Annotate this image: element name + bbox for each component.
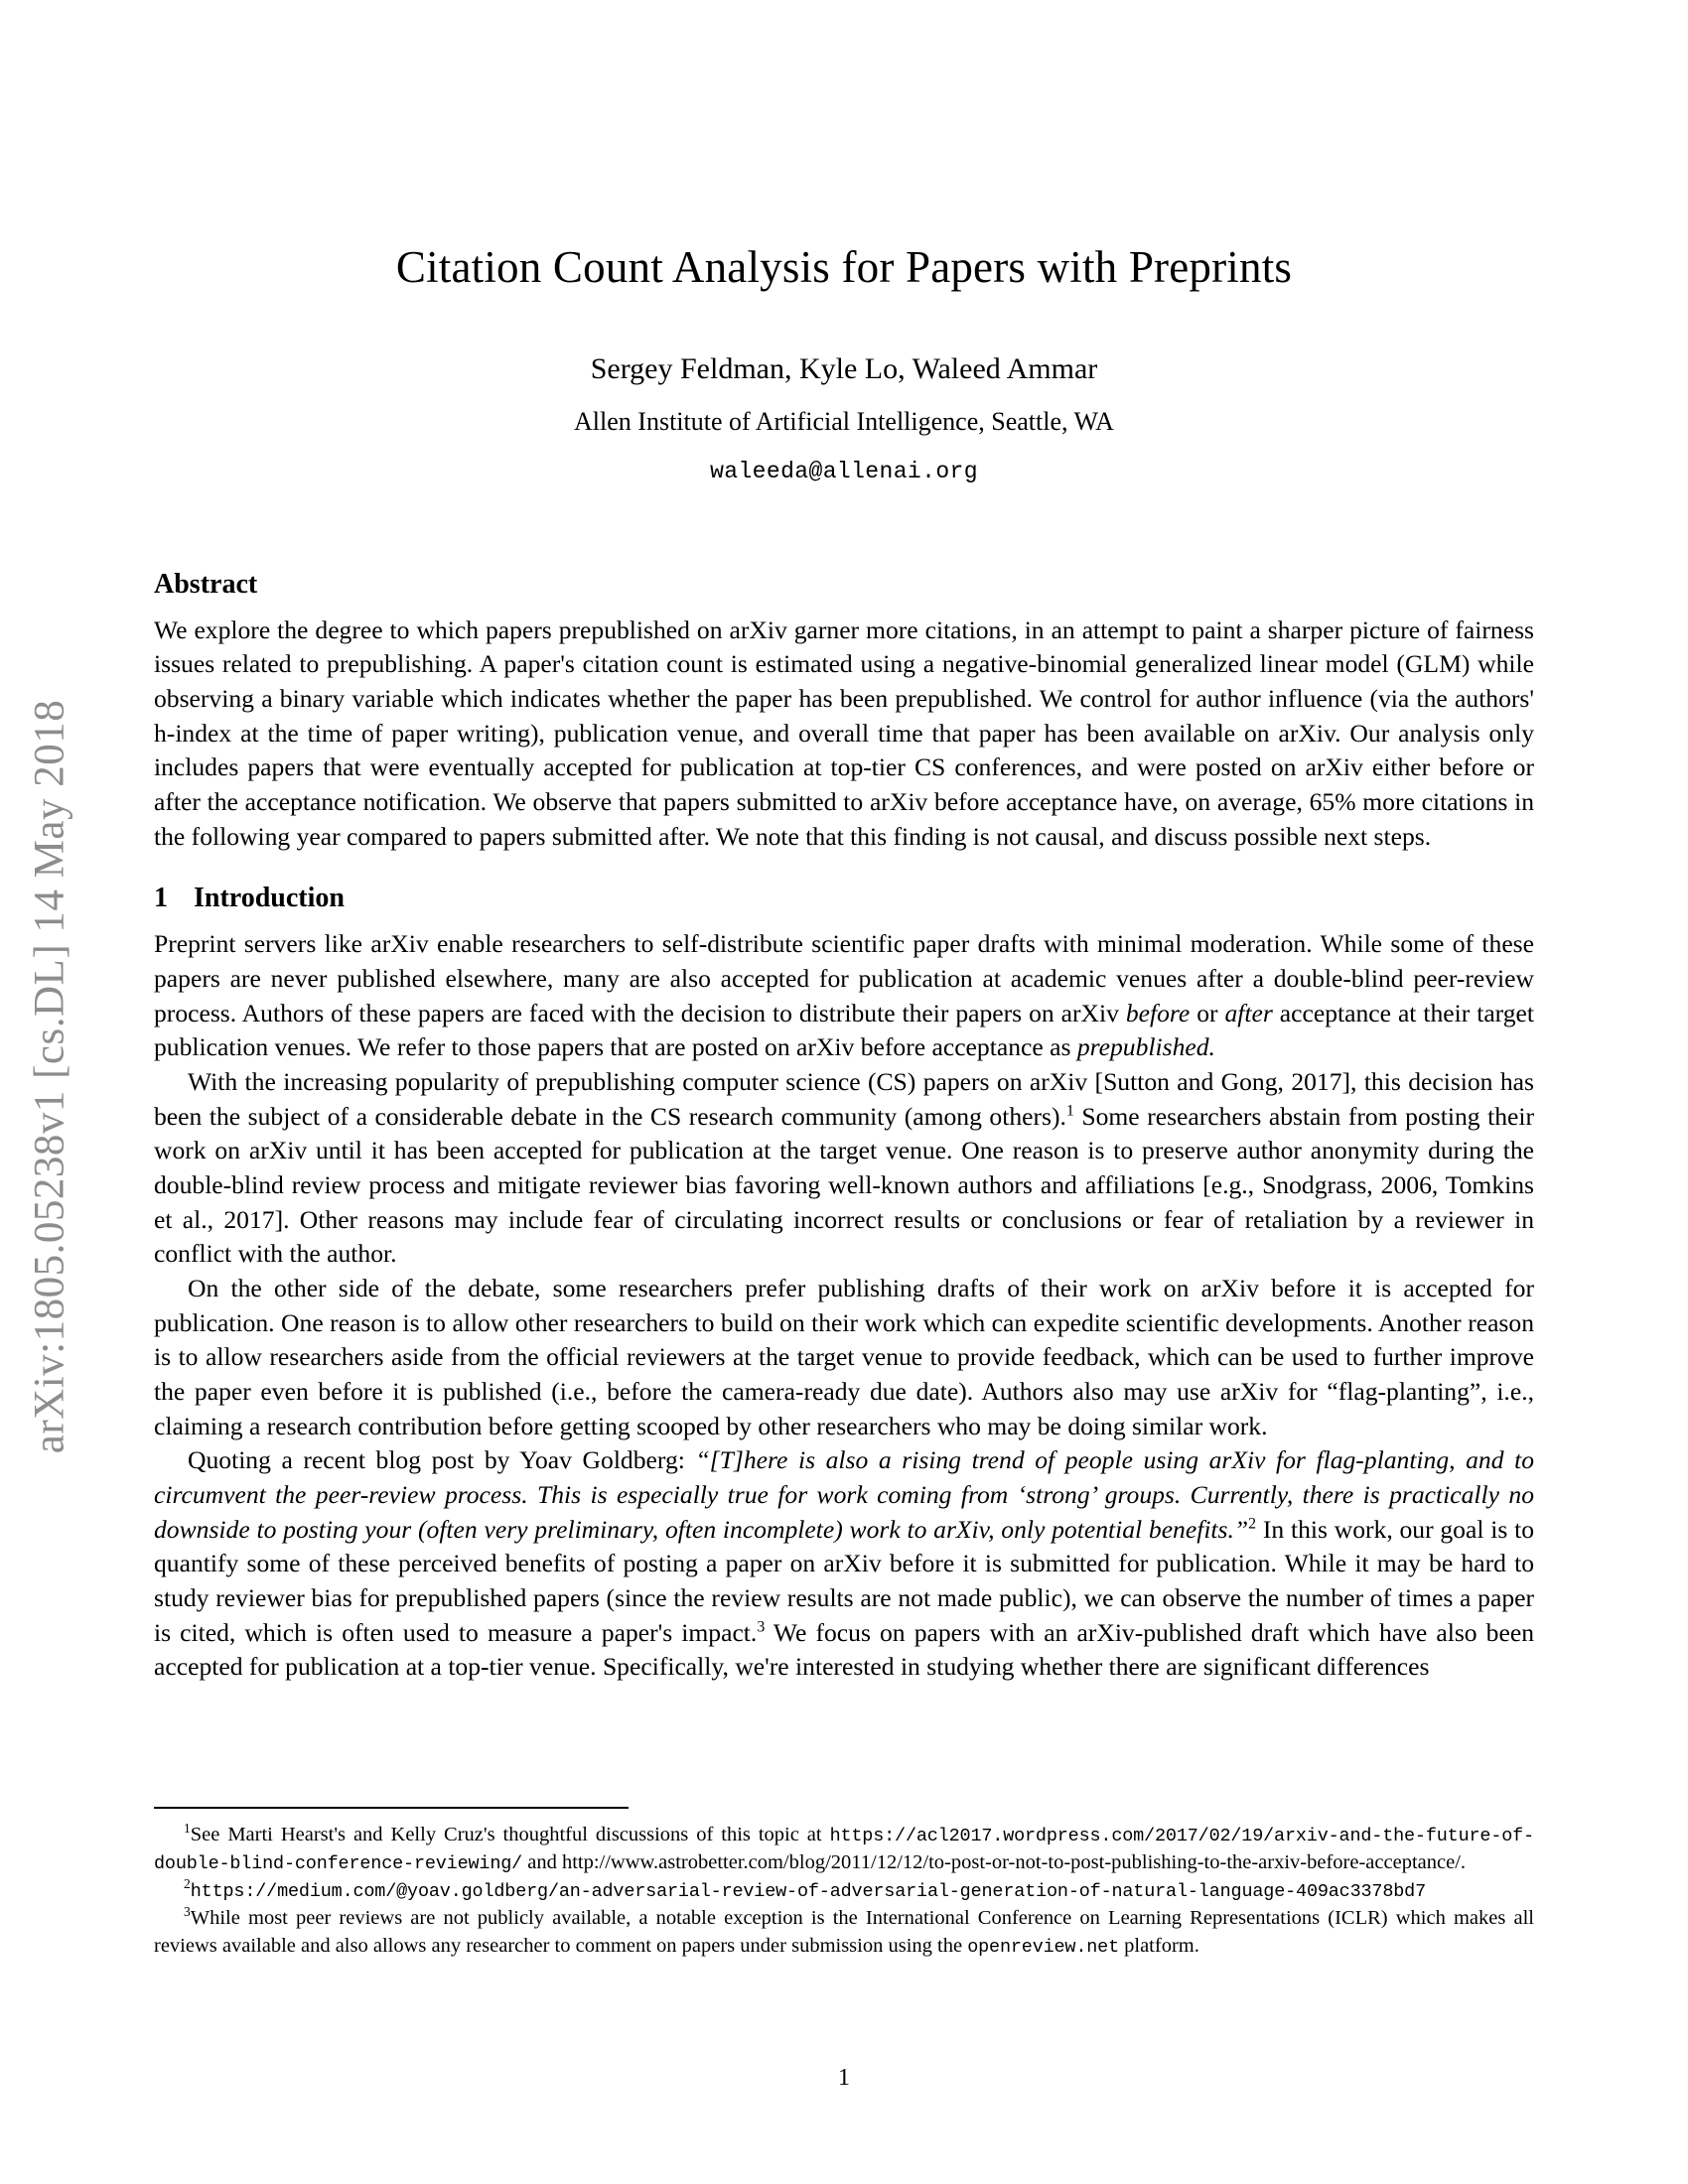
- emphasized-text: prepublished.: [1076, 1032, 1215, 1062]
- text-run: and http://www.astrobetter.com/blog/2011/12/12/to-post-or-not-to-post-publishing-to-the-arxiv-before-acceptance/.: [522, 1850, 1467, 1873]
- emphasized-text: before: [1125, 998, 1191, 1027]
- text-run: See Marti Hearst's and Kelly Cruz's thoughtful discussions of this topic at: [190, 1824, 830, 1845]
- footnote-reference: 1: [1065, 1102, 1074, 1120]
- text-run: platform.: [1119, 1934, 1199, 1957]
- author-list: Sergey Feldman, Kyle Lo, Waleed Ammar: [590, 351, 1098, 385]
- footnote: [154, 1822, 1534, 1877]
- abstract-section: [154, 569, 1534, 855]
- paragraph: [154, 927, 1534, 1065]
- paragraph: [154, 1065, 1534, 1272]
- contact-email: waleeda@allenai.org: [710, 458, 978, 484]
- section-number: 1: [154, 883, 168, 914]
- footnote-separator-rule: [154, 1807, 629, 1809]
- introduction-section: [154, 883, 1534, 1685]
- footnote-reference: 2: [1248, 1515, 1257, 1533]
- footnote-marker: 3: [184, 1903, 191, 1919]
- footnote: [154, 1905, 1534, 1961]
- text-run: Quoting a recent blog post by Yoav Goldberg:: [188, 1445, 696, 1475]
- footnote-marker: 2: [184, 1875, 191, 1891]
- footnote-list: [154, 1822, 1534, 1960]
- section-title: Introduction: [194, 883, 345, 914]
- arxiv-identifier-stamp: arXiv:1805.05238v1 [cs.DL] 14 May 2018: [26, 699, 73, 1454]
- text-run: On the other side of the debate, some researchers prefer publishing drafts of their work on arXiv before it is accepted for publication. One reason is to allow other researchers to build on their work which can expedite scientific developments. Another reason is to allow researchers aside from the official reviewers at the target venue to provide feedback, which can be used to further improve the paper even before it is published (i.e., before the camera-ready due date). Authors also may use arXiv for “flag-planting”, i.e., claiming a research contribution before getting scooped by other researchers who may be doing similar work.: [154, 1273, 1534, 1440]
- text-run: With the increasing popularity of prepublishing computer science (CS) papers on arXiv [Sutton and Gong, 2017], this decision has been the subject of a considerable debate in the CS research community (among others).: [154, 1066, 1534, 1131]
- text-run: In this work, our goal is to quantify some of these perceived benefits of posting a paper on arXiv before it is submitted for publication. While it may be hard to study reviewer bias for prepublished papers (since the review results are not made public), we can observe the number of times a paper is cited, which is often used to measure a paper's impact.: [154, 1514, 1534, 1647]
- affiliation: Allen Institute of Artificial Intelligence, Seattle, WA: [574, 406, 1114, 436]
- abstract-text: We explore the degree to which papers prepublished on arXiv garner more citations, in an attempt to paint a sharper picture of fairness issues related to prepublishing. A paper's citation count is estimated using a negative-binomial generalized linear model (GLM) while observing a binary variable which indicates whether the paper has been prepublished. We control for author influence (via the authors' h-index at the time of paper writing), publication venue, and overall time that paper has been available on arXiv. Our analysis only includes papers that were eventually accepted for publication at top-tier CS conferences, and were posted on arXiv either before or after the acceptance notification. We observe that papers submitted to arXiv before acceptance have, on average, 65% more citations in the following year compared to papers submitted after. We note that this finding is not causal, and discuss possible next steps.: [154, 614, 1534, 851]
- abstract-heading: Abstract: [154, 568, 258, 600]
- footnote: [154, 1877, 1534, 1905]
- footnote-marker: 1: [184, 1821, 191, 1837]
- footnote-reference: 3: [757, 1618, 766, 1636]
- footnote-area: [154, 1807, 1534, 1960]
- text-run: or: [1190, 998, 1225, 1027]
- paragraph: [154, 1443, 1534, 1685]
- paragraph: [154, 1272, 1534, 1443]
- introduction-heading: [154, 883, 1534, 914]
- emphasized-text: “[T]here is also a rising trend of people using arXiv for flag-planting, and to circumvent the peer-review process. This is especially true for work coming from ‘strong’ groups. Currently, there is practically no downside to posting your (often very preliminary, often incomplete) work to arXiv, only potential benefits.”: [154, 1445, 1534, 1544]
- url-text: openreview.net: [967, 1936, 1120, 1958]
- text-run: We focus on papers with an arXiv-published draft which have also been accepted for publication at a top-tier venue. Specifically, we're interested in studying whether there are significant differences: [154, 1617, 1535, 1682]
- text-run: acceptance at their target publication venues. We refer to those papers that are posted on arXiv before acceptance as: [154, 998, 1535, 1062]
- url-text: https://acl2017.wordpress.com/2017/02/19/arxiv-and-the-future-of-double-blind-conference-reviewing/: [154, 1826, 1534, 1874]
- paper-content-column: [154, 0, 1534, 1685]
- text-run: Some researchers abstain from posting their work on arXiv until it has been accepted for publication at the target venue. One reason is to preserve author anonymity during the double-blind review process and mitigate reviewer bias favoring well-known authors and affiliations [e.g., Snodgrass, 2006, Tomkins et al., 2017]. Other reasons may include fear of circulating incorrect results or conclusions or fear of retaliation by a reviewer in conflict with the author.: [154, 1101, 1534, 1269]
- text-run: Preprint servers like arXiv enable researchers to self-distribute scientific paper drafts with minimal moderation. While some of these papers are never published elsewhere, many are also accepted for publication at academic venues after a double-blind peer-review process. Authors of these papers are faced with the decision to distribute their papers on arXiv: [154, 929, 1534, 1027]
- introduction-body: [154, 927, 1534, 1685]
- page-title: Citation Count Analysis for Papers with Preprints: [395, 242, 1293, 292]
- url-text: https://medium.com/@yoav.goldberg/an-adversarial-review-of-adversarial-generation-of-natural-language-409ac3378bd7: [190, 1880, 1426, 1902]
- emphasized-text: after: [1224, 998, 1273, 1027]
- page-number: 1: [838, 2065, 850, 2091]
- text-run: While most peer reviews are not publicly available, a notable exception is the International Conference on Learning Representations (ICLR) which makes all reviews available and also allows any researcher to comment on papers under submission using the: [154, 1906, 1534, 1957]
